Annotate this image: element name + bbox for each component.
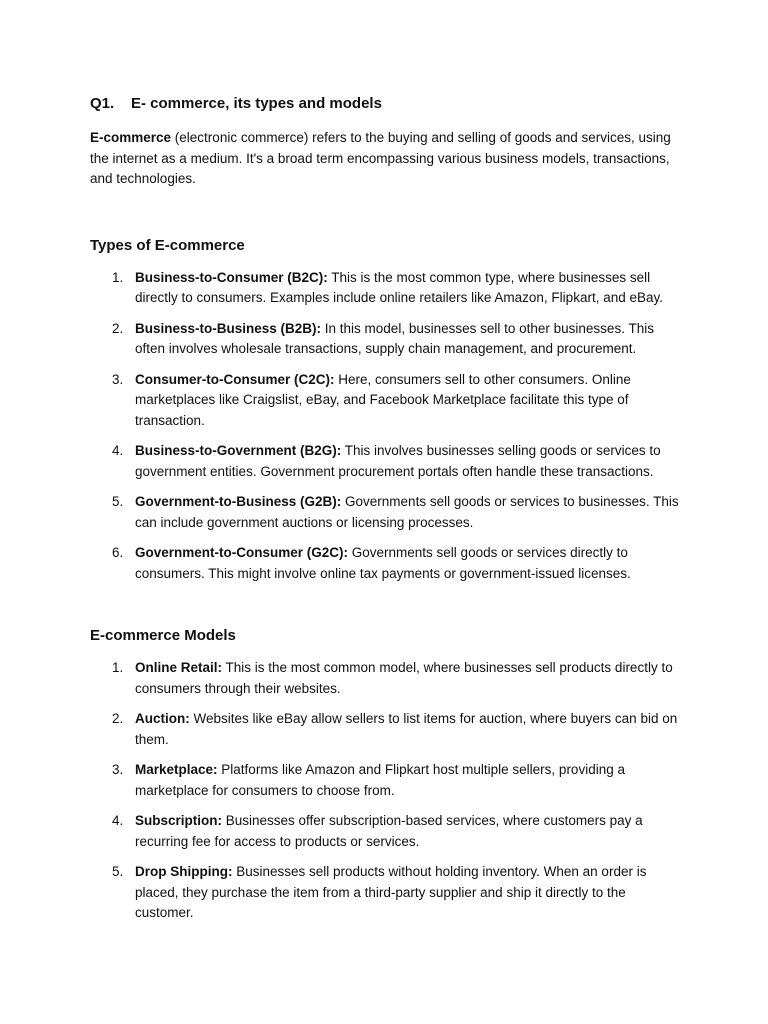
item-term: Government-to-Business (G2B): <box>135 494 342 509</box>
list-item <box>90 319 680 360</box>
list-item <box>90 709 680 750</box>
item-term: Auction: <box>135 711 190 726</box>
item-number: 5. <box>112 864 124 879</box>
item-term: Business-to-Consumer (B2C): <box>135 269 328 285</box>
item-text: Here, consumers sell to other consumers. Online marketplaces like Craigslist, eBay, and Facebook Marketplace facilitate this type of transaction. <box>135 371 631 428</box>
list-item <box>90 441 680 482</box>
item-number: 1. <box>112 269 124 285</box>
question-title: E- commerce, its types and models <box>131 95 382 112</box>
item-text: This is the most common model, where businesses sell products directly to consumers through their websites. <box>135 660 673 696</box>
item-text: Businesses offer subscription-based services, where customers pay a recurring fee for access to products or services. <box>135 813 643 849</box>
item-term: Online Retail: <box>135 660 223 675</box>
item-number: 2. <box>112 711 124 726</box>
intro-text: (electronic commerce) refers to the buying and selling of goods and services, using the internet as a medium. It's a broad term encompassing various business models, transactions, and technologies. <box>90 130 671 186</box>
item-number: 4. <box>112 813 124 828</box>
list-item <box>90 811 680 852</box>
item-text: Websites like eBay allow sellers to list items for auction, where buyers can bid on them. <box>135 711 678 747</box>
item-number: 3. <box>112 371 124 387</box>
item-number: 4. <box>112 443 124 458</box>
list-item <box>90 658 680 699</box>
item-term: Marketplace: <box>135 762 218 777</box>
question-number: Q1. <box>90 95 115 112</box>
item-number: 2. <box>112 320 124 336</box>
item-text: Governments sell goods or services to businesses. This can include government auctions or licensing processes. <box>135 494 679 530</box>
item-term: Government-to-Consumer (G2C): <box>135 545 349 560</box>
item-number: 6. <box>112 545 124 560</box>
types-list <box>90 268 680 585</box>
list-item <box>90 862 680 924</box>
item-term: Business-to-Business (B2B): <box>135 320 322 336</box>
item-term: Drop Shipping: <box>135 864 233 879</box>
list-item <box>90 492 680 533</box>
item-text: In this model, businesses sell to other businesses. This often involves wholesale transactions, supply chain management, and procurement. <box>135 320 654 356</box>
list-item <box>90 268 680 309</box>
item-text: This involves businesses selling goods or services to government entities. Government procurement portals often handle these transactions. <box>135 443 661 479</box>
models-list <box>90 658 680 924</box>
list-item <box>90 370 680 432</box>
item-text: This is the most common type, where businesses sell directly to consumers. Examples include online retailers like Amazon, Flipkart, and eBay. <box>135 269 663 305</box>
types-heading: Types of E-commerce <box>90 236 245 254</box>
item-text: Governments sell goods or services directly to consumers. This might involve online tax payments or government-issued licenses. <box>135 545 631 581</box>
intro-paragraph <box>90 128 680 190</box>
item-text: Businesses sell products without holding inventory. When an order is placed, they purchase the item from a third-party supplier and ship it directly to the customer. <box>135 864 647 920</box>
item-term: Subscription: <box>135 813 222 828</box>
list-item <box>90 760 680 801</box>
item-number: 3. <box>112 762 124 777</box>
item-text: Platforms like Amazon and Flipkart host multiple sellers, providing a marketplace for consumers to choose from. <box>135 762 625 798</box>
models-heading: E-commerce Models <box>90 627 236 644</box>
item-term: Consumer-to-Consumer (C2C): <box>135 371 335 387</box>
intro-term: E-commerce <box>90 130 172 145</box>
item-term: Business-to-Government (B2G): <box>135 443 342 458</box>
list-item <box>90 543 680 584</box>
item-number: 5. <box>112 494 124 509</box>
question-heading <box>90 94 680 114</box>
item-number: 1. <box>112 660 124 675</box>
